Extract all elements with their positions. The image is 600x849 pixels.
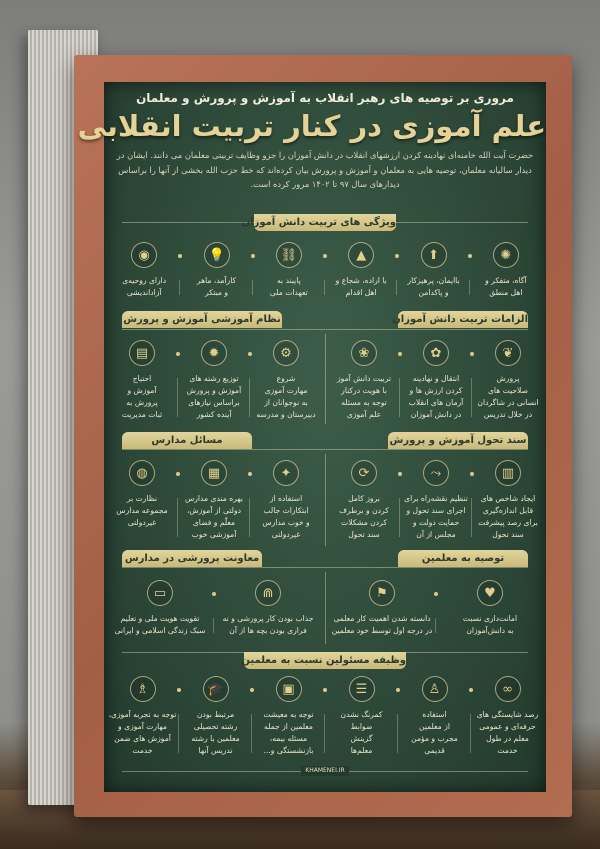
list-item <box>106 676 179 757</box>
binoculars-icon: ∞ <box>495 676 521 702</box>
item-text: دانسته شدن اهمیت کار معلمی در درجه اول توسط خود معلمین <box>331 614 433 635</box>
item-text: باایمان، پرهیزکار و پاکدامن <box>407 276 460 297</box>
list-item <box>106 460 178 541</box>
item-text: مرتبط بودن رشته تحصیلی معلمین با رشته تدریس آنها <box>191 710 240 755</box>
speaker-icon: ◉ <box>131 242 157 268</box>
mountain-icon: ▲ <box>348 242 374 268</box>
brain-icon: ✺ <box>493 242 519 268</box>
list-item <box>398 676 471 757</box>
list-item <box>106 340 178 421</box>
list-item <box>400 460 472 541</box>
section-tab-cultural: معاونت پرورشی در مدارس <box>122 550 262 567</box>
list-icon: ☰ <box>349 676 375 702</box>
chalkboard-infographic <box>77 82 546 792</box>
chart-icon: ▥ <box>495 460 521 486</box>
requirements-row <box>328 340 544 421</box>
item-text: پرورش صلاحیت های انسانی در شاگردان در خلال تدریس <box>477 374 539 419</box>
intro-text: حضرت آیت الله خامنه‌ای نهادینه کردن ارزشهای انقلاب در دانش آموزان را جزو وظایف تربیتی معلمان می دانند. ایشان در دیدار سالیانه معلمان، توصیه هایی به معلمان و آموزش و پرورش بیان کرده‌اند که خط حزب الله بخشی از آنها را براساس دیدارهای سال ۹۷ تا ۱۴۰۲ مرور کرده است. <box>116 150 534 189</box>
presentation-icon: ▭ <box>147 580 173 606</box>
subtitle: مروری بر توصیه های رهبر انقلاب به آموزش و پرورش و معلمان <box>136 91 514 105</box>
list-item <box>178 340 250 421</box>
camera-icon: ◍ <box>129 460 155 486</box>
lecturer-icon: ♙ <box>422 676 448 702</box>
divider <box>122 449 528 450</box>
column-divider <box>325 454 326 546</box>
list-item <box>250 460 322 541</box>
item-text: دارای روحیه‌ی آزاداندیشی <box>122 276 167 297</box>
list-item <box>253 242 325 299</box>
list-item <box>325 676 398 757</box>
sprout-icon: ❀ <box>351 340 377 366</box>
item-text: پایبند به تعهدات ملی <box>269 276 308 297</box>
system-row <box>106 340 322 421</box>
site-logo: KHAMENEI.IR <box>104 766 546 776</box>
item-text: تربیت دانش آموز با هویت درکنار توجه به مسئله علم آموزی <box>336 374 392 419</box>
section-tab-traits: ویژگی های تربیت دانش آموزان <box>254 214 396 231</box>
item-text: نظارت بر مجموعه مدارس غیردولتی <box>116 494 168 527</box>
item-text: کمرنگ نشدن ضوابط گزینش معلم‌ها <box>340 710 383 755</box>
item-text: جذاب بودن کار پرورشی و نه فراری بودن بچه ها از آن <box>222 614 314 635</box>
idea-icon: ✦ <box>273 460 299 486</box>
list-item <box>250 340 322 421</box>
divider <box>122 329 528 330</box>
item-text: توزیع رشته های آموزش و پرورش براساس نیازهای آینده کشور <box>186 374 242 419</box>
section-tab-teachers-advice: توصیه به معلمین <box>398 550 528 567</box>
item-text: استفاده از معلمین مجرب و مؤمن قدیمی <box>411 710 458 755</box>
traits-row <box>108 242 542 299</box>
list-item <box>252 676 325 757</box>
magnet-icon: ⋒ <box>255 580 281 606</box>
list-item <box>108 242 180 299</box>
lightbulb-gear-icon: 💡 <box>204 242 230 268</box>
refresh-icon: ⟳ <box>351 460 377 486</box>
section-tab-system: نظام آموزشی آموزش و پرورش <box>122 311 282 328</box>
list-item <box>180 242 252 299</box>
item-text: انتقال و نهادینه کردن ارزش ها و آرمان های انقلاب در دانش آموزان <box>408 374 464 419</box>
wallet-icon: ▣ <box>276 676 302 702</box>
column-divider <box>325 572 326 644</box>
item-text: رصد شایستگی‌ های حرفه‌ای و عمومی معلم در طول خدمت <box>476 710 539 755</box>
document-settings-icon: ▤ <box>129 340 155 366</box>
list-item <box>471 676 544 757</box>
flag-icon: ⚑ <box>369 580 395 606</box>
seedling-icon: ✿ <box>423 340 449 366</box>
gear-icon: ⚙ <box>273 340 299 366</box>
item-text: ایجاد شاخص های قابل اندازه‌گیری برای رصد پیشرفت سند تحول <box>478 494 538 539</box>
item-text: بروز کامل کردن و برطرف کردن مشکلات سند تحول <box>339 494 389 539</box>
list-item <box>214 580 322 637</box>
arrow-up-icon: ⬆ <box>421 242 447 268</box>
graduation-cap-icon: 🎓 <box>203 676 229 702</box>
list-item <box>470 242 542 299</box>
list-item <box>436 580 544 637</box>
item-text: توجه به معیشت معلمین از جمله مسئله بیمه، بازنشستگی و... <box>263 710 314 755</box>
section-tab-officials: وظیفه مسئولین نسبت به معلمین <box>244 652 406 669</box>
item-text: تنظیم نقشه‌راه برای اجرای سند تحول و حمایت دولت و مجلس از آن <box>404 494 468 539</box>
page-title: علم آموزی در کنار تربیت انقلابی <box>77 109 546 143</box>
item-text: شروع مهارت آموزی به نوجوانان از دبیرستان و مدرسه <box>256 374 316 419</box>
list-item <box>472 340 544 421</box>
item-text: کارآمد، ماهر و مبتکر <box>196 276 237 297</box>
list-item <box>397 242 469 299</box>
section-tab-requirements: الزامات تربیت دانش آموزان <box>398 311 528 328</box>
section-tab-schools: مسائل مدارس <box>122 432 252 449</box>
item-text: تقویت هویت ملی و تعلیم سبک زندگی اسلامی و ایرانی <box>114 614 206 635</box>
list-item <box>400 340 472 421</box>
schools-row <box>106 460 322 541</box>
column-divider <box>325 334 326 424</box>
teachers-advice-row <box>328 580 544 637</box>
officials-row <box>106 676 544 757</box>
list-item <box>179 676 252 757</box>
teacher-board-icon: ♗ <box>130 676 156 702</box>
section-tab-transformation: سند تحول آموزش و پرورش <box>388 432 528 449</box>
list-item <box>325 242 397 299</box>
transformation-row <box>328 460 544 541</box>
list-item <box>472 460 544 541</box>
list-item <box>328 460 400 541</box>
item-text: احتیاج آموزش و پرورش به ثبات مدیریت <box>121 374 163 419</box>
divider <box>122 567 528 568</box>
list-item <box>178 460 250 541</box>
list-item <box>328 580 436 637</box>
cultural-row <box>106 580 322 637</box>
item-text: امانت‌داری نسبت به دانش‌آموزان <box>462 614 518 635</box>
link-icon: ⛓ <box>276 242 302 268</box>
heart-hands-icon: ♥ <box>477 580 503 606</box>
plant-hand-icon: ❦ <box>495 340 521 366</box>
list-item <box>106 580 214 637</box>
item-text: با اراده، شجاع و اهل اقدام <box>335 276 387 297</box>
classroom-icon: ▦ <box>201 460 227 486</box>
item-text: بهره مندی مدارس دولتی از آموزش، معلّم و فضای آموزشی خوب <box>185 494 243 539</box>
item-text: استفاده از ابتکارات جالب و خوب مدارس غیردولتی <box>262 494 310 539</box>
network-icon: ✹ <box>201 340 227 366</box>
list-item <box>328 340 400 421</box>
item-text: توجه به تجربه آموزی، مهارت آموزی و آموزش های ضمن خدمت <box>108 710 177 755</box>
item-text: آگاه، متفکر و اهل منطق <box>485 276 527 297</box>
roadmap-icon: ⤳ <box>423 460 449 486</box>
